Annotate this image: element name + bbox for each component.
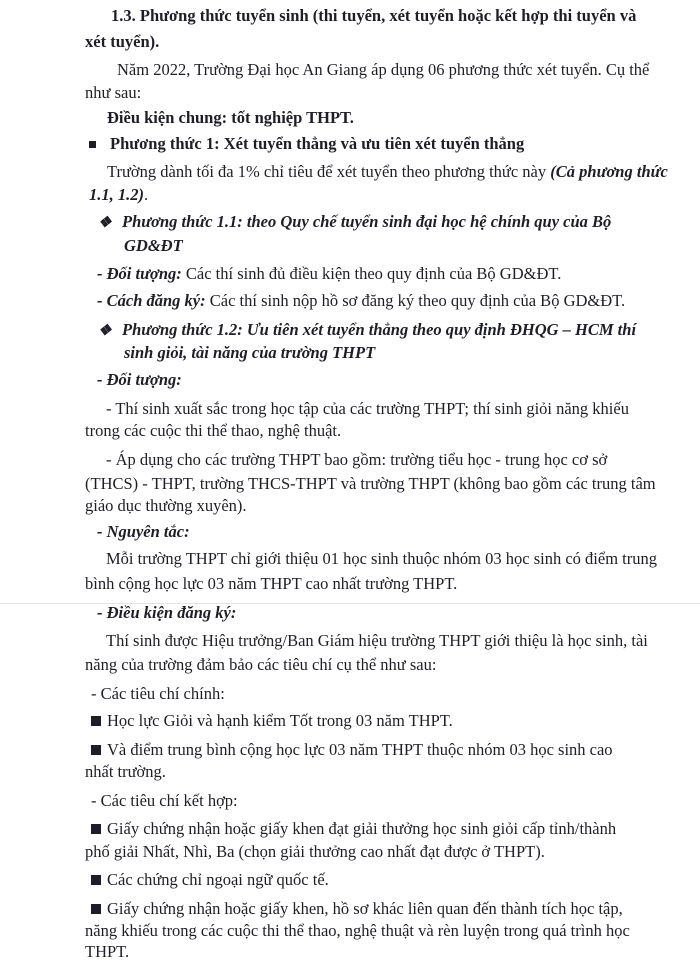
method12-subject-label: - Đối tượng: (97, 370, 182, 389)
combined-criterion-1 (91, 819, 616, 839)
combined-criterion-3-line2: năng khiếu trong các cuộc thi thể thao, nghệ thuật và rèn luyện trong quá trình học (85, 921, 630, 940)
method11-subject-label: - Đối tượng: (97, 264, 182, 283)
square-bullet-icon (91, 716, 101, 726)
method11-register (97, 291, 625, 311)
method12-principle-line2: bình cộng học lực 03 năm THPT cao nhất trường THPT. (85, 574, 458, 593)
method12-reg-cond-label: - Điều kiện đăng ký: (97, 603, 237, 622)
combined-criterion-1-line1: Giấy chứng nhận hoặc giấy khen đạt giải thưởng học sinh giỏi cấp tỉnh/thành (107, 819, 617, 838)
method12-subject-p2-line2: (THCS) - THPT, trường THCS-THPT và trường THPT (không bao gồm các trung tâm (85, 474, 656, 493)
method11-subject-text: Các thí sinh đủ điều kiện theo quy định của Bộ GD&ĐT. (181, 264, 562, 283)
intro-line1: Năm 2022, Trường Đại học An Giang áp dụng 06 phương thức xét tuyển. Cụ thể (117, 60, 650, 79)
method12-principle-label: - Nguyên tắc: (97, 522, 190, 541)
section-heading-line1: 1.3. Phương thức tuyển sinh (thi tuyển, xét tuyển hoặc kết hợp thi tuyển và (111, 6, 637, 25)
main-criterion-2-line1: Và điểm trung bình cộng học lực 03 năm THPT thuộc nhóm 03 học sinh cao (107, 740, 613, 759)
method1-desc-period: . (144, 185, 149, 204)
method1-desc-line2 (89, 185, 148, 205)
combined-criterion-3 (91, 899, 623, 919)
combined-criterion-3-line3: THPT. (85, 942, 130, 961)
combined-criterion-2-text: Các chứng chỉ ngoại ngữ quốc tế. (107, 870, 329, 889)
method12-main-criteria-label: - Các tiêu chí chính: (91, 684, 225, 703)
method11-title-row (98, 212, 611, 233)
combined-criterion-2 (91, 870, 329, 890)
method1-desc-line1 (107, 162, 668, 182)
method11-title-line2: GD&ĐT (124, 236, 183, 255)
method12-subject-p2-line3: giáo dục thường xuyên). (85, 496, 247, 515)
square-bullet-icon (91, 745, 101, 755)
method12-principle-line1: Mỗi trường THPT chỉ giới thiệu 01 học sinh thuộc nhóm 03 học sinh có điểm trung (106, 549, 657, 568)
diamond-bullet-icon: ❖ (98, 215, 112, 231)
method12-title-line2: sinh giỏi, tài năng của trường THPT (124, 343, 376, 362)
method11-register-label: - Cách đăng ký: (97, 291, 206, 310)
method1-desc-emph: (Cả phương thức (550, 162, 668, 181)
method11-title-line1: Phương thức 1.1: theo Quy chế tuyển sinh đại học hệ chính quy của Bộ (122, 212, 612, 231)
method1-desc-emph-2: 1.1, 1.2) (89, 185, 144, 204)
method1-title: Phương thức 1: Xét tuyển thẳng và ưu tiên xét tuyển thẳng (110, 134, 525, 153)
square-bullet-icon (89, 141, 96, 148)
diamond-bullet-icon: ❖ (98, 323, 112, 339)
intro-line2: như sau: (85, 83, 142, 102)
combined-criterion-1-line2: phố giải Nhất, Nhì, Ba (chọn giải thưởng cao nhất đạt được ở THPT). (85, 842, 545, 861)
square-bullet-icon (91, 875, 101, 885)
method12-reg-cond-line1: Thí sinh được Hiệu trưởng/Ban Giám hiệu trường THPT giới thiệu là học sinh, tài (106, 631, 648, 650)
method12-subject-p2-line1: - Áp dụng cho các trường THPT bao gồm: trường tiểu học - trung học cơ sở (106, 450, 608, 469)
main-criterion-1-text: Học lực Giỏi và hạnh kiểm Tốt trong 03 năm THPT. (107, 711, 453, 730)
method1-desc-plain: Trường dành tối đa 1% chỉ tiêu để xét tuyển theo phương thức này (107, 162, 551, 181)
method12-subject-p1-line1: - Thí sinh xuất sắc trong học tập của các trường THPT; thí sinh giỏi năng khiếu (106, 399, 629, 418)
method12-title-line1: Phương thức 1.2: Ưu tiên xét tuyển thẳng theo quy định ĐHQG – HCM thí (122, 320, 637, 339)
method12-combined-label: - Các tiêu chí kết hợp: (91, 791, 238, 810)
method11-subject (97, 264, 561, 284)
square-bullet-icon (91, 824, 101, 834)
method12-reg-cond-line2: năng của trường đảm bảo các tiêu chí cụ thể như sau: (85, 655, 437, 674)
method12-subject-p1-line2: trong các cuộc thi thể thao, nghệ thuật. (85, 421, 342, 440)
square-bullet-icon (91, 904, 101, 914)
method1-title-row (89, 134, 524, 154)
general-condition: Điều kiện chung: tốt nghiệp THPT. (107, 108, 354, 127)
combined-criterion-3-line1: Giấy chứng nhận hoặc giấy khen, hồ sơ khác liên quan đến thành tích học tập, (107, 899, 623, 918)
method12-title-row (98, 320, 636, 341)
main-criterion-2-line2: nhất trường. (85, 762, 166, 781)
method11-register-text: Các thí sinh nộp hồ sơ đăng ký theo quy định của Bộ GD&ĐT. (205, 291, 626, 310)
section-heading-line2: xét tuyển). (85, 32, 160, 51)
main-criterion-1 (91, 711, 453, 731)
main-criterion-2 (91, 740, 613, 760)
